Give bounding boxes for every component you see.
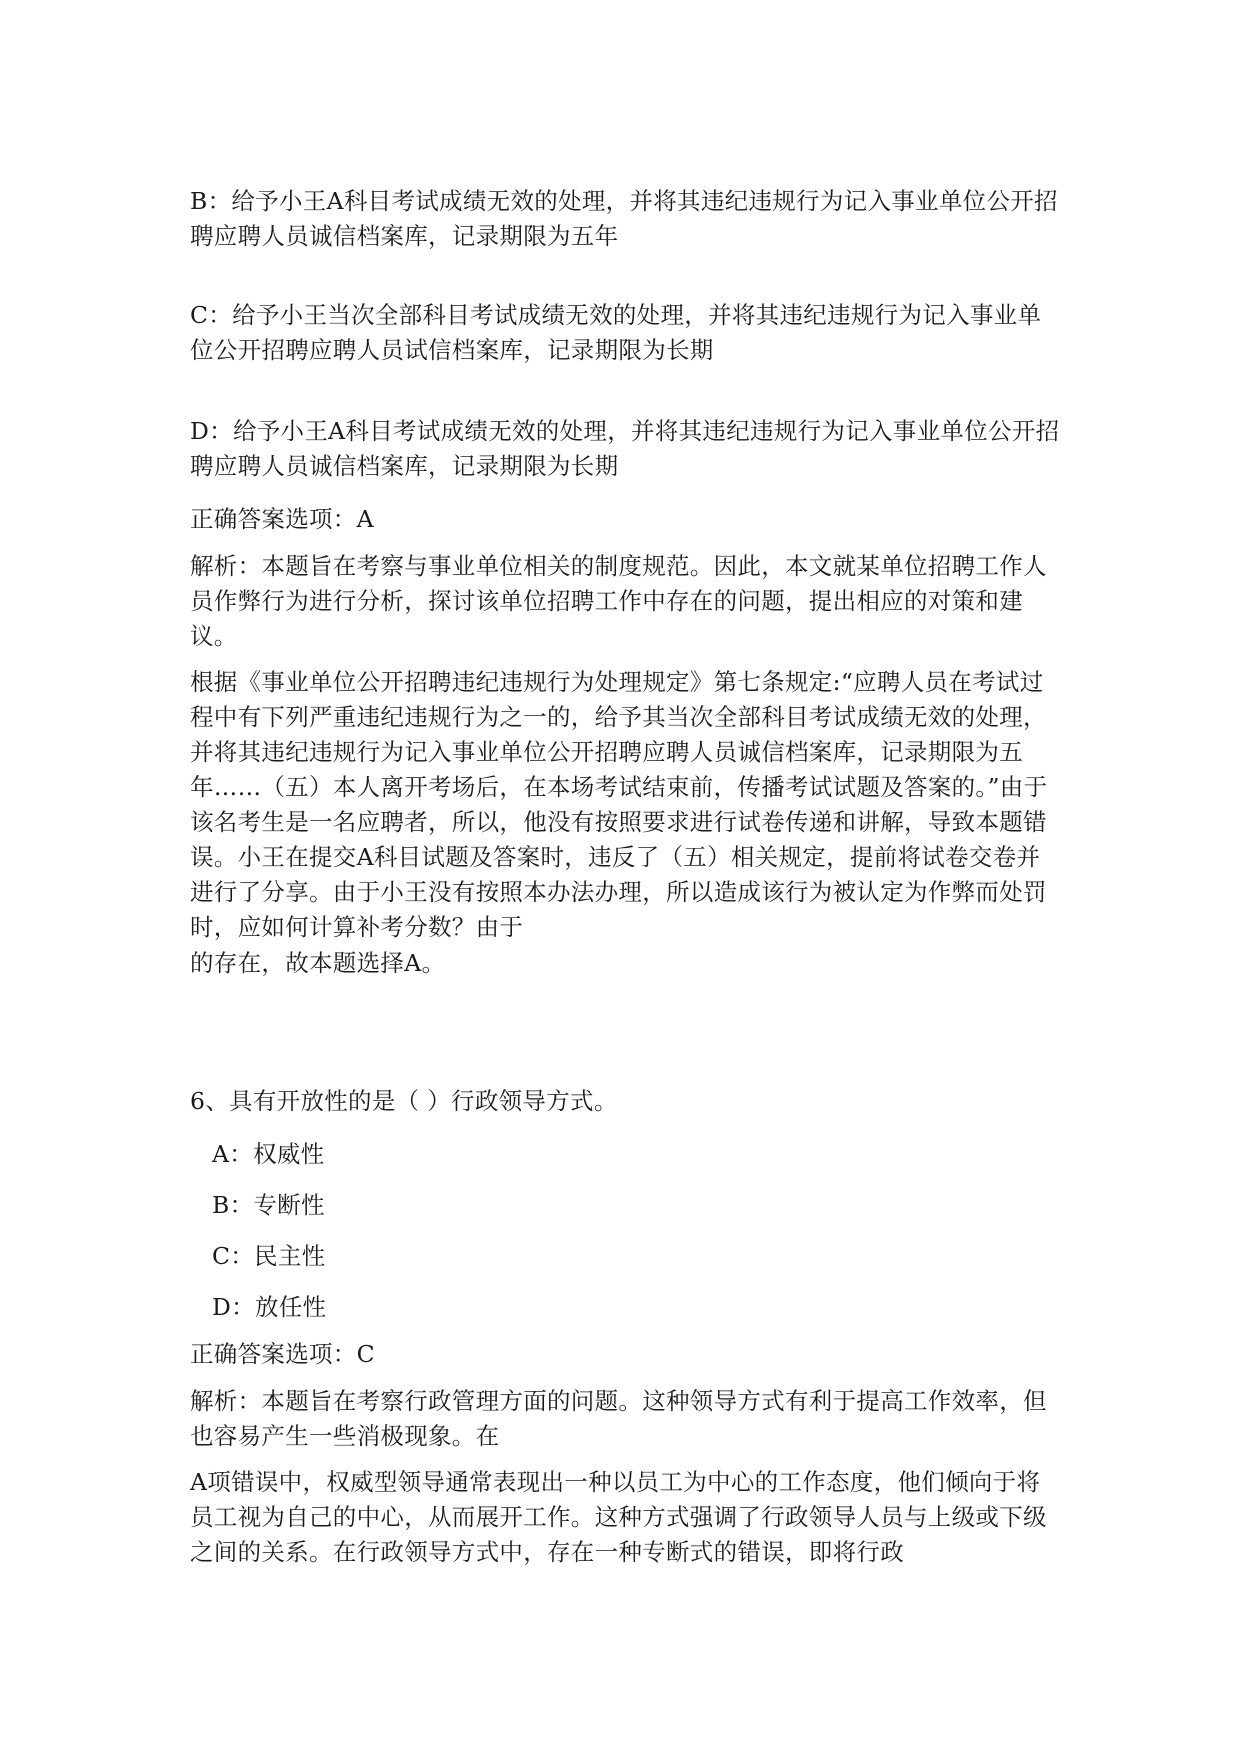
q5-analysis-paragraph-3: 的存在，故本题选择A。 xyxy=(190,949,446,977)
q6-analysis-paragraph-2: A项错误中，权威型领导通常表现出一种以员工为中心的工作态度，他们倾向于将员工视为自己的中心，从而展开工作。这种方式强调了行政领导人员与上级或下级之间的关系。在行政领导方式中，存在一种专断式的错误，即将行政 xyxy=(190,1468,1047,1566)
q5-option-d: D：给予小王A科目考试成绩无效的处理，并将其违纪违规行为记入事业单位公开招聘应聘人员诚信档案库，记录期限为长期 xyxy=(190,417,1060,480)
q6-answer: 正确答案选项：C xyxy=(190,1340,375,1368)
q6-option-d: D：放任性 xyxy=(212,1293,327,1321)
q6-option-c: C：民主性 xyxy=(212,1242,326,1270)
q5-analysis-paragraph-2: 根据《事业单位公开招聘违纪违规行为处理规定》第七条规定:“应聘人员在考试过程中有下列严重违纪违规行为之一的，给予其当次全部科目考试成绩无效的处理，并将其违纪违规行为记入事业单位公开招聘应聘人员诚信档案库，记录期限为五年……（五）本人离开考场后，在本场考试结束前，传播考试试题及答案的。”由于该名考生是一名应聘者，所以，他没有按照要求进行试卷传递和讲解，导致本题错误。小王在提交A科目试题及答案时，违反了（五）相关规定，提前将试卷交卷并进行了分享。由于小王没有按照本办法办理，所以造成该行为被认定为作弊而处罚时，应如何计算补考分数？由于 xyxy=(190,668,1048,941)
q6-analysis-paragraph-1: 解析：本题旨在考察行政管理方面的问题。这种领导方式有利于提高工作效率，但也容易产生一些消极现象。在 xyxy=(190,1387,1047,1450)
q6-stem: 6、具有开放性的是（ ）行政领导方式。 xyxy=(190,1087,618,1115)
q5-analysis-paragraph-1: 解析：本题旨在考察与事业单位相关的制度规范。因此，本文就某单位招聘工作人员作弊行为进行分析，探讨该单位招聘工作中存在的问题，提出相应的对策和建议。 xyxy=(190,552,1047,650)
q5-answer: 正确答案选项：A xyxy=(190,505,374,533)
q5-option-c: C：给予小王当次全部科目考试成绩无效的处理，并将其违纪违规行为记入事业单位公开招聘应聘人员试信档案库，记录期限为长期 xyxy=(190,301,1042,364)
q6-option-b: B：专断性 xyxy=(212,1191,325,1219)
q5-option-b: B：给予小王A科目考试成绩无效的处理，并将其违纪违规行为记入事业单位公开招聘应聘人员诚信档案库，记录期限为五年 xyxy=(190,187,1058,250)
q6-option-a: A：权威性 xyxy=(212,1140,325,1168)
